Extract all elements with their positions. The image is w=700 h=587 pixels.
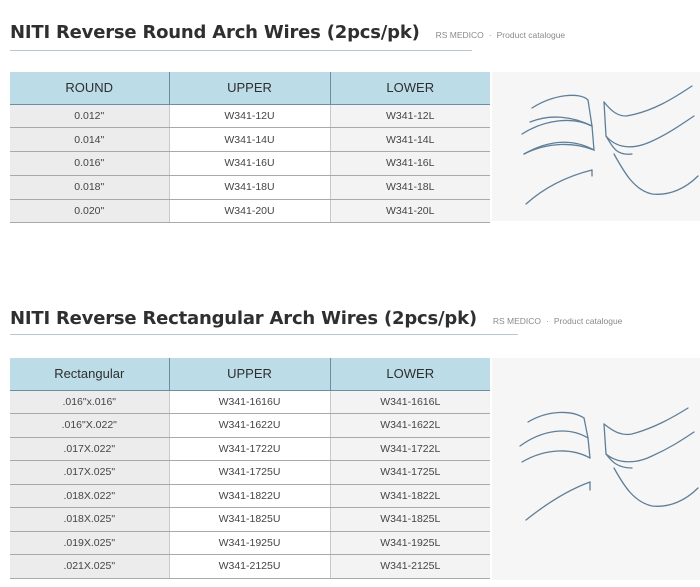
arch-wire-illustration-icon [492,358,700,580]
column-header-lower: LOWER [330,358,490,390]
column-header-upper: UPPER [169,72,330,104]
brand-separator: · [488,30,492,40]
upper-code-cell: W341-1825U [169,508,330,532]
brand-name: RS MEDICO [492,316,542,326]
lower-arch-wire-2 [604,102,694,147]
table-row [10,461,490,485]
lower-code-cell: W341-1622L [330,414,490,438]
size-cell: 0.012" [10,104,169,128]
lower-arch-wire-1 [604,86,692,116]
upper-arch-wire-1 [528,412,584,422]
section-header [10,308,622,342]
column-header-size: Rectangular [10,358,169,390]
round-wire-section [0,0,700,230]
upper-arch-wire-4 [526,170,592,204]
upper-code-cell: W341-1616U [169,390,330,414]
table-row [10,199,490,223]
upper-code-cell: W341-20U [169,199,330,223]
lower-code-cell: W341-1616L [330,390,490,414]
lower-code-cell: W341-20L [330,199,490,223]
section-title: NITI Reverse Round Arch Wires (2pcs/pk) [10,22,420,43]
size-cell: .017X.022" [10,437,169,461]
table-row [10,508,490,532]
upper-code-cell: W341-1925U [169,531,330,555]
lower-code-cell: W341-14L [330,128,490,152]
rectangular-wire-section [0,286,700,587]
upper-arch-wire-3 [522,451,590,462]
brand-caption [493,316,623,326]
catalogue-label: Product catalogue [553,316,623,326]
upper-code-cell: W341-2125U [169,555,330,579]
lower-code-cell: W341-2125L [330,555,490,579]
upper-code-cell: W341-1622U [169,414,330,438]
lower-arch-wire-4 [614,154,698,194]
lower-code-cell: W341-1725L [330,461,490,485]
upper-code-cell: W341-12U [169,104,330,128]
size-cell: .017X.025" [10,461,169,485]
column-header-lower: LOWER [330,72,490,104]
size-cell: .018X.025" [10,508,169,532]
round-wire-table [10,72,490,223]
lower-code-cell: W341-1825L [330,508,490,532]
upper-code-cell: W341-1725U [169,461,330,485]
lower-arch-wire-2 [604,424,694,462]
column-header-size: ROUND [10,72,169,104]
catalogue-label: Product catalogue [496,30,566,40]
table-row [10,555,490,579]
upper-code-cell: W341-1722U [169,437,330,461]
table-header-row [10,358,490,390]
lower-arch-wire-4 [614,468,698,506]
upper-arch-wire-1 [530,95,592,126]
upper-code-cell: W341-14U [169,128,330,152]
upper-code-cell: W341-16U [169,152,330,176]
arch-wire-illustration-panel [492,358,700,580]
section-title: NITI Reverse Rectangular Arch Wires (2pcs/pk) [10,308,477,329]
size-cell: .019X.025" [10,531,169,555]
upper-arch-wire-2 [522,120,594,154]
table-row [10,531,490,555]
size-cell: .021X.025" [10,555,169,579]
size-cell: .016"x.016" [10,390,169,414]
arch-wire-illustration-panel [492,72,700,221]
upper-code-cell: W341-18U [169,175,330,199]
brand-caption [436,30,566,40]
lower-code-cell: W341-16L [330,152,490,176]
upper-code-cell: W341-1822U [169,484,330,508]
size-cell: 0.016" [10,152,169,176]
size-cell: 0.018" [10,175,169,199]
table-row [10,484,490,508]
brand-separator: · [546,316,549,326]
brand-name: RS MEDICO [435,30,484,40]
size-cell: .018X.022" [10,484,169,508]
lower-code-cell: W341-18L [330,175,490,199]
table-row [10,414,490,438]
title-underline [10,334,518,335]
rectangular-wire-table [10,358,490,579]
size-cell: .016"X.022" [10,414,169,438]
table-row [10,390,490,414]
lower-code-cell: W341-1822L [330,484,490,508]
size-cell: 0.014" [10,128,169,152]
size-cell: 0.020" [10,199,169,223]
lower-code-cell: W341-12L [330,104,490,128]
arch-wire-illustration-icon [492,72,700,221]
table-row [10,104,490,128]
upper-arch-wire-4 [526,482,590,520]
lower-arch-wire-1 [604,408,688,435]
table-row [10,128,490,152]
table-row [10,152,490,176]
table-row [10,175,490,199]
upper-arch-wire-link [584,418,588,438]
lower-code-cell: W341-1925L [330,531,490,555]
table-header-row [10,72,490,104]
table-row [10,437,490,461]
lower-code-cell: W341-1722L [330,437,490,461]
title-underline [10,50,472,51]
column-header-upper: UPPER [169,358,330,390]
